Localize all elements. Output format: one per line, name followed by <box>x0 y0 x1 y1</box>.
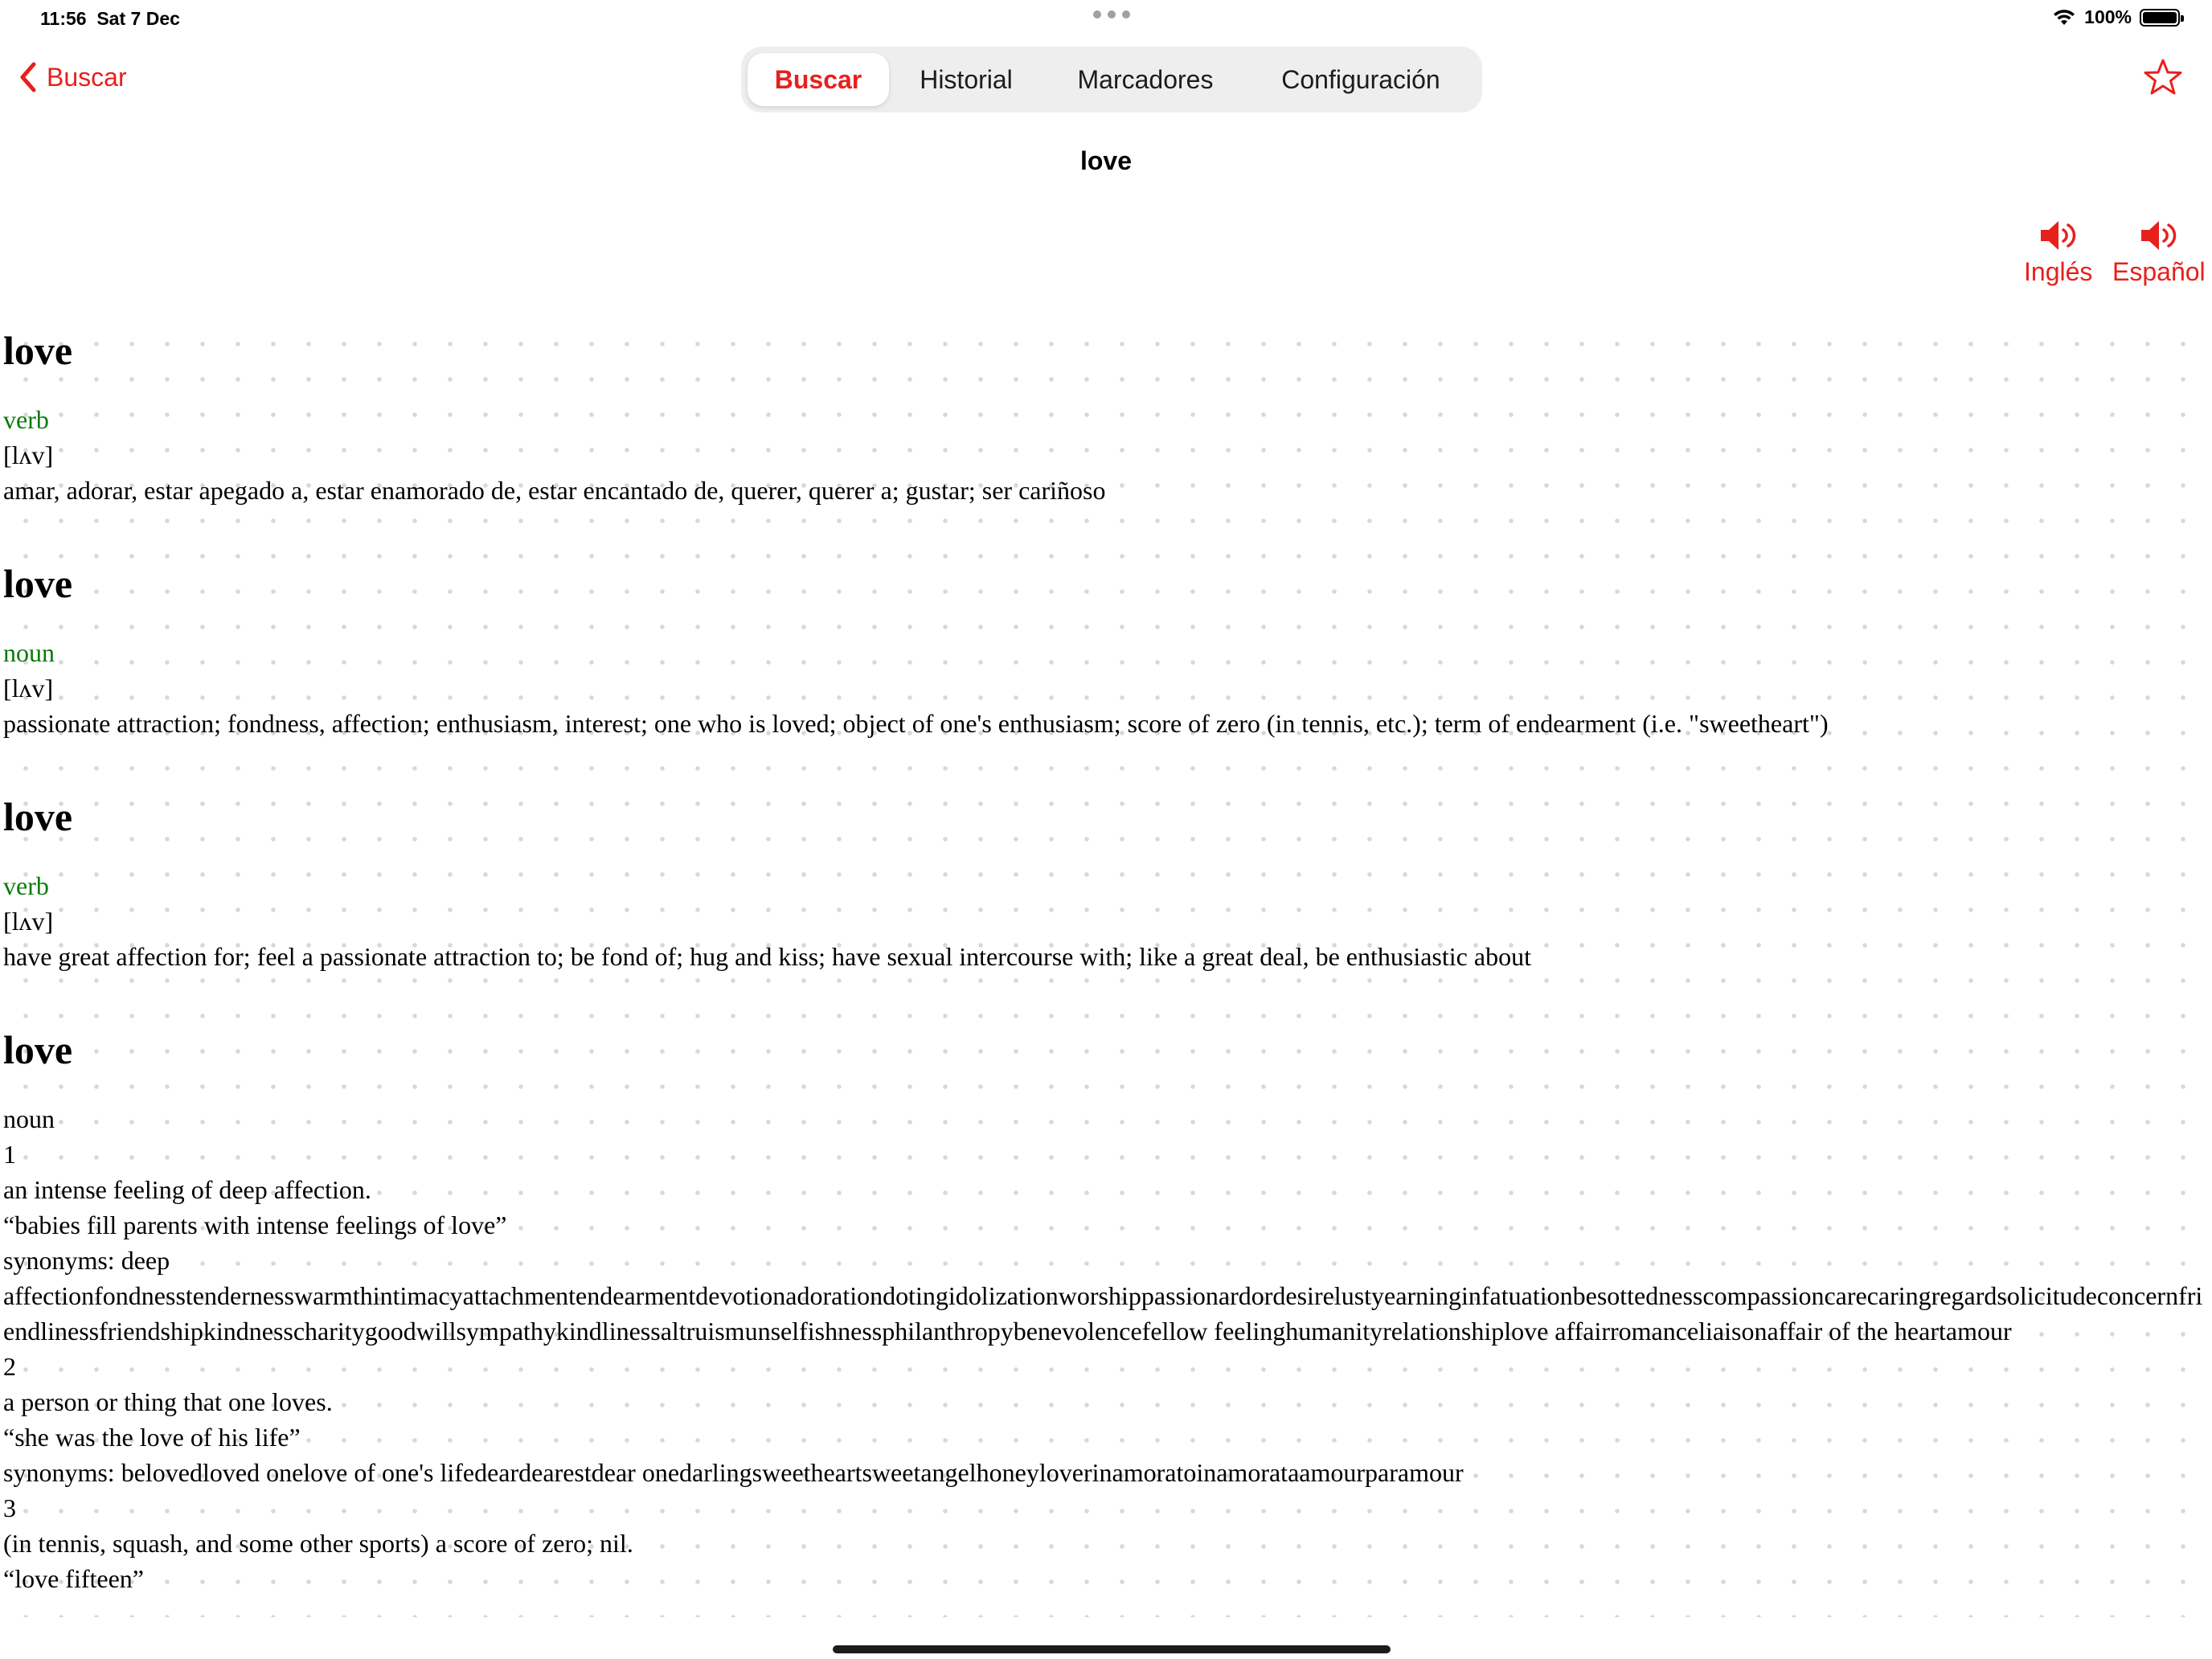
multitasking-dots-icon[interactable] <box>1093 8 1132 21</box>
main-tab-control <box>741 47 1482 113</box>
status-date: Sat 7 Dec <box>96 8 180 29</box>
battery-percent: 100% <box>2084 6 2132 27</box>
entry-part-of-speech: noun <box>3 1104 55 1133</box>
entry-pronunciation: [lʌv] <box>3 440 54 469</box>
back-button-label: Buscar <box>47 62 127 92</box>
speaker-icon <box>2138 217 2180 254</box>
chevron-left-icon <box>18 61 39 93</box>
tab-buscar[interactable]: Buscar <box>748 53 889 106</box>
sense-example: “she was the love of his life” <box>3 1423 301 1452</box>
entry-headword: love <box>3 794 73 839</box>
tab-configuracion[interactable]: Configuración <box>1281 64 1440 94</box>
sense-synonyms: synonyms: belovedloved onelove of one's lifedeardearestdear onedarlingsweetheartsweetangelhoneyloverinamoratoinamorataamourparamour <box>3 1458 1464 1487</box>
speak-english-label: Inglés <box>2024 257 2093 286</box>
star-outline-icon <box>2143 58 2183 98</box>
entry-part-of-speech: verb <box>3 405 49 434</box>
entry-headword: love <box>3 1027 73 1072</box>
entry-pronunciation: [lʌv] <box>3 907 54 936</box>
sense-synonyms: affectionfondnesstendernesswarmthintimacyattachmentendearmentdevotionadorationdotingidolizationworshippassionardordesirelustyearninginfatuationbesottednesscompassioncarecaringregardsolicitudeconcernfriendlinessfriendshipkindnesscharitygoodwillsympathykindlinessaltruismunselfishnessphilanthropybenevolencefellow feelinghumanityrelationshiplove affairromanceliaisonaffair of the heartamour <box>3 1281 2203 1346</box>
entry-definition: have great affection for; feel a passionate attraction to; be fond of; hug and kiss; have sexual intercourse with; like a great deal, be enthusiastic about <box>3 942 1531 971</box>
sense-example: “love fifteen” <box>3 1564 144 1593</box>
entry-definition: passionate attraction; fondness, affection; enthusiasm, interest; one who is loved; object of one's enthusiasm; score of zero (in tennis, etc.); term of endearment (i.e. "sweetheart") <box>3 709 1829 738</box>
sense-number: 2 <box>3 1352 16 1381</box>
wifi-icon <box>2052 9 2076 27</box>
page-title: love <box>1079 146 1133 175</box>
tab-marcadores[interactable]: Marcadores <box>1077 64 1214 94</box>
sense-definition: (in tennis, squash, and some other sports) a score of zero; nil. <box>3 1529 633 1558</box>
entry-part-of-speech: noun <box>3 638 55 667</box>
battery-icon <box>2140 9 2180 27</box>
back-button[interactable] <box>18 61 127 93</box>
sense-synonyms-label: synonyms: deep <box>3 1246 170 1275</box>
entry-definition: amar, adorar, estar apegado a, estar enamorado de, estar encantado de, querer, querer a; gustar; ser cariñoso <box>3 476 1106 505</box>
sense-example: “babies fill parents with intense feelings of love” <box>3 1210 507 1239</box>
sense-definition: a person or thing that one loves. <box>3 1387 333 1416</box>
bookmark-button[interactable] <box>2143 58 2183 98</box>
speak-spanish-label: Español <box>2112 257 2206 286</box>
tab-historial[interactable]: Historial <box>920 64 1013 94</box>
speak-spanish-button[interactable] <box>2112 217 2206 287</box>
entry-body <box>3 635 2212 741</box>
home-indicator[interactable] <box>833 1645 1391 1653</box>
entry-body <box>3 868 2212 974</box>
entry-pronunciation: [lʌv] <box>3 674 54 703</box>
status-time-value: 11:56 <box>40 8 87 29</box>
definition-content[interactable] <box>0 315 2212 1617</box>
sense-number: 1 <box>3 1140 16 1169</box>
entry-body <box>3 402 2212 508</box>
sense-definition: an intense feeling of deep affection. <box>3 1175 371 1204</box>
entry-headword: love <box>3 561 73 606</box>
sense-number: 3 <box>3 1493 16 1522</box>
detailed-entry-body <box>3 1101 2212 1596</box>
status-time <box>40 8 180 30</box>
status-right <box>2052 6 2180 28</box>
speak-english-button[interactable] <box>2024 217 2092 287</box>
entry-part-of-speech: verb <box>3 871 49 900</box>
entry-headword: love <box>3 328 73 373</box>
speaker-icon <box>2038 217 2079 254</box>
